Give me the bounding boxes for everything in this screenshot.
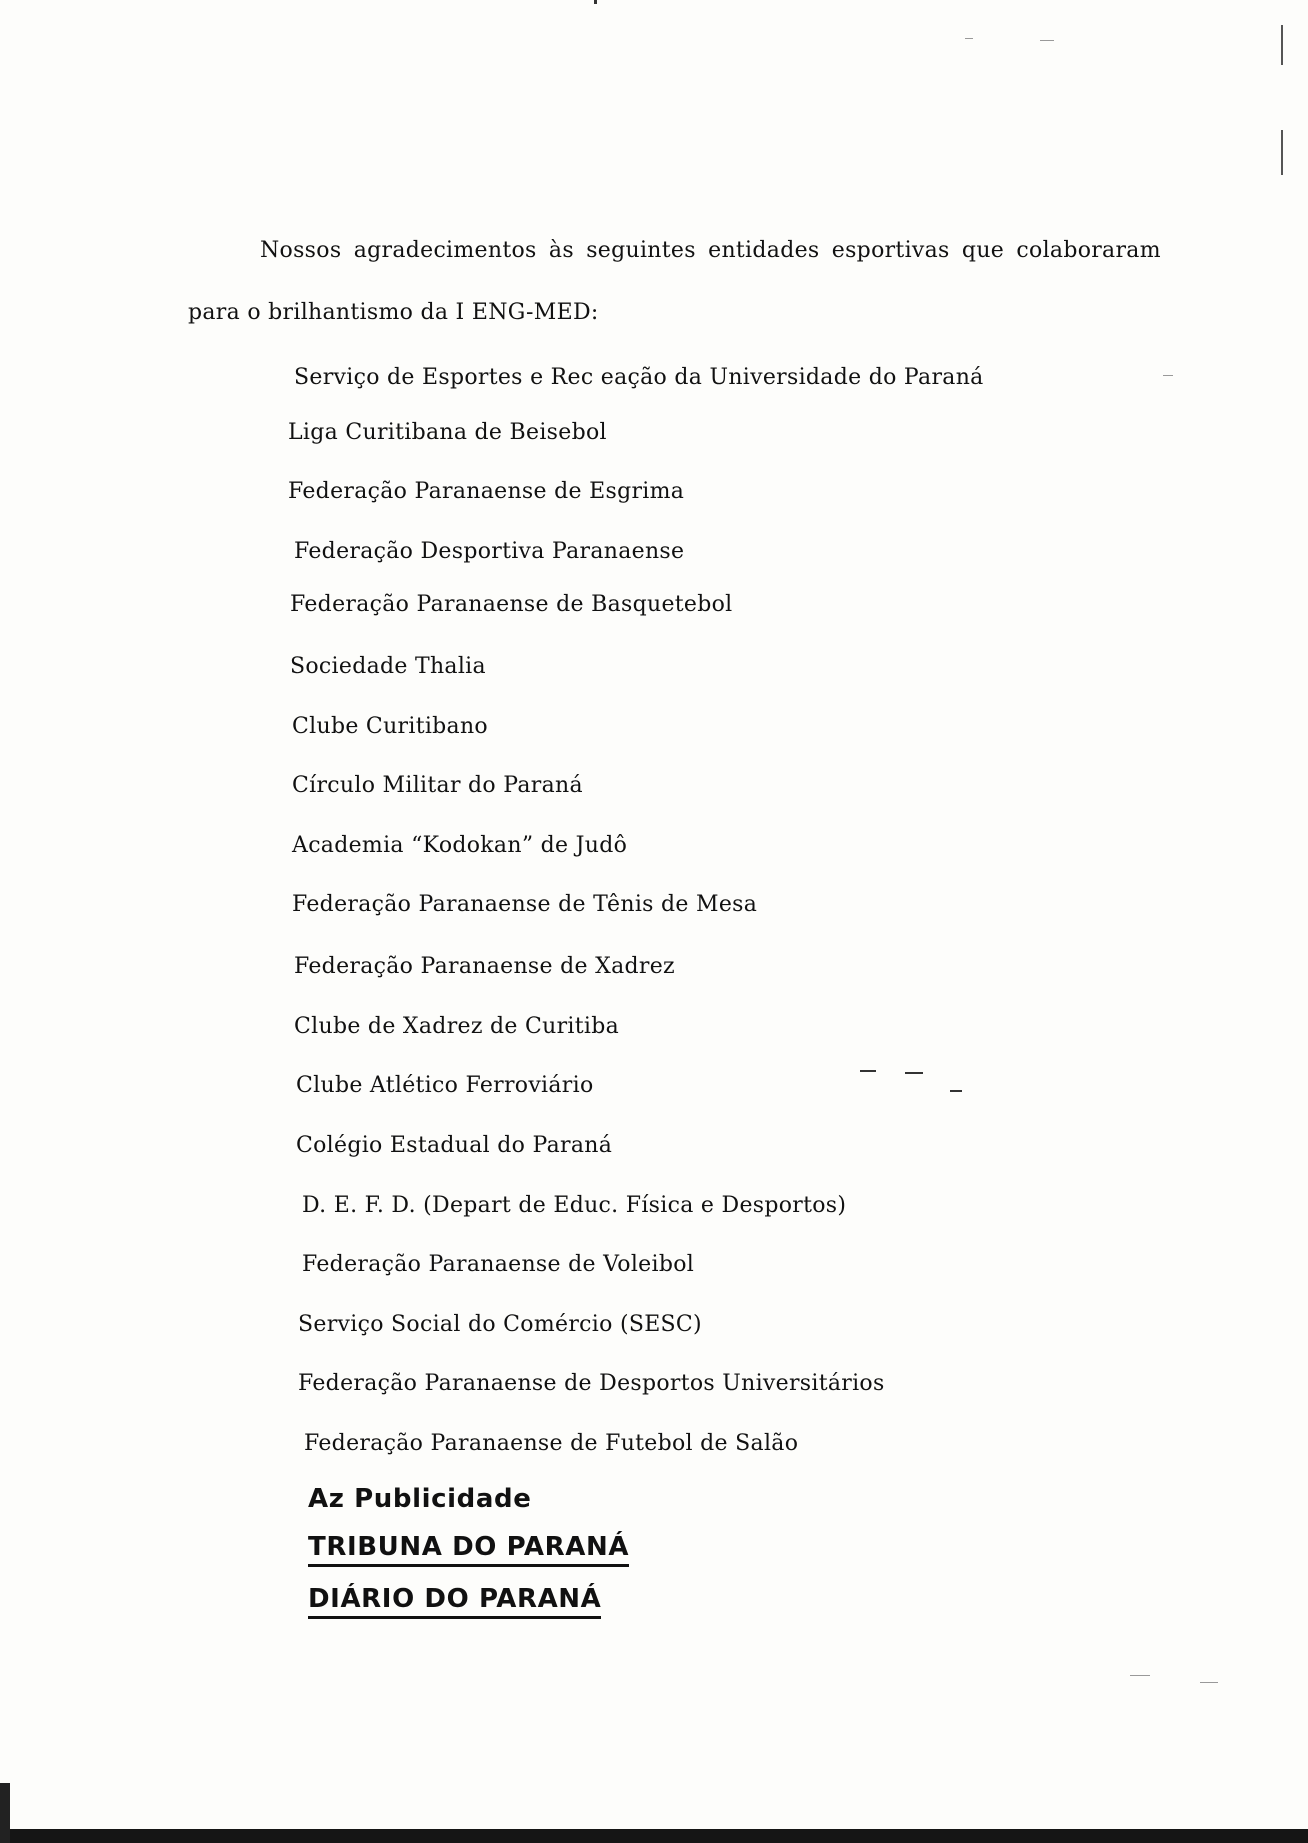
scan-mark-right xyxy=(1281,25,1283,65)
scan-speck xyxy=(860,1070,876,1072)
scan-speck xyxy=(1130,1675,1150,1676)
sponsor-tribuna-do-parana: TRIBUNA DO PARANÁ xyxy=(308,1532,629,1567)
list-item: Federação Paranaense de Basquetebol xyxy=(290,592,733,617)
scan-speck xyxy=(905,1072,923,1074)
scan-mark-top xyxy=(594,0,597,4)
scan-edge-bottom xyxy=(0,1829,1308,1843)
list-item: Serviço de Esportes e Rec eação da Universidade do Paraná xyxy=(294,365,984,390)
scan-speck xyxy=(1200,1682,1218,1683)
list-item: Círculo Militar do Paraná xyxy=(292,773,583,798)
list-item: Federação Paranaense de Futebol de Salão xyxy=(304,1431,799,1456)
list-item: Federação Paranaense de Tênis de Mesa xyxy=(292,892,758,917)
scan-speck xyxy=(950,1090,962,1092)
scan-edge-left xyxy=(0,1783,10,1843)
list-item: Serviço Social do Comércio (SESC) xyxy=(298,1312,702,1337)
list-item: Clube de Xadrez de Curitiba xyxy=(294,1014,620,1039)
scan-speck xyxy=(1040,40,1054,41)
sponsor-diario-do-parana: DIÁRIO DO PARANÁ xyxy=(308,1584,601,1619)
list-item: Academia “Kodokan” de Judô xyxy=(292,833,628,858)
list-item: D. E. F. D. (Depart de Educ. Física e Desportos) xyxy=(302,1193,847,1218)
scan-speck xyxy=(965,38,973,39)
scan-speck xyxy=(1163,375,1173,376)
sponsor-az-publicidade: Az Publicidade xyxy=(308,1484,532,1514)
list-item: Clube Atlético Ferroviário xyxy=(296,1073,594,1098)
list-item: Colégio Estadual do Paraná xyxy=(296,1133,613,1158)
list-item: Clube Curitibano xyxy=(292,714,488,739)
list-item: Liga Curitibana de Beisebol xyxy=(288,420,607,445)
scan-mark-right xyxy=(1281,130,1283,175)
intro-line-2: para o brilhantismo da I ENG-MED: xyxy=(188,300,599,325)
list-item: Federação Paranaense de Xadrez xyxy=(294,954,675,979)
intro-line-1: Nossos agradecimentos às seguintes entidades esportivas que colaboraram xyxy=(260,238,1161,263)
list-item: Federação Paranaense de Desportos Universitários xyxy=(298,1371,885,1396)
list-item: Federação Desportiva Paranaense xyxy=(294,539,685,564)
list-item: Federação Paranaense de Esgrima xyxy=(288,479,685,504)
list-item: Sociedade Thalia xyxy=(290,654,486,679)
list-item: Federação Paranaense de Voleibol xyxy=(302,1252,695,1277)
